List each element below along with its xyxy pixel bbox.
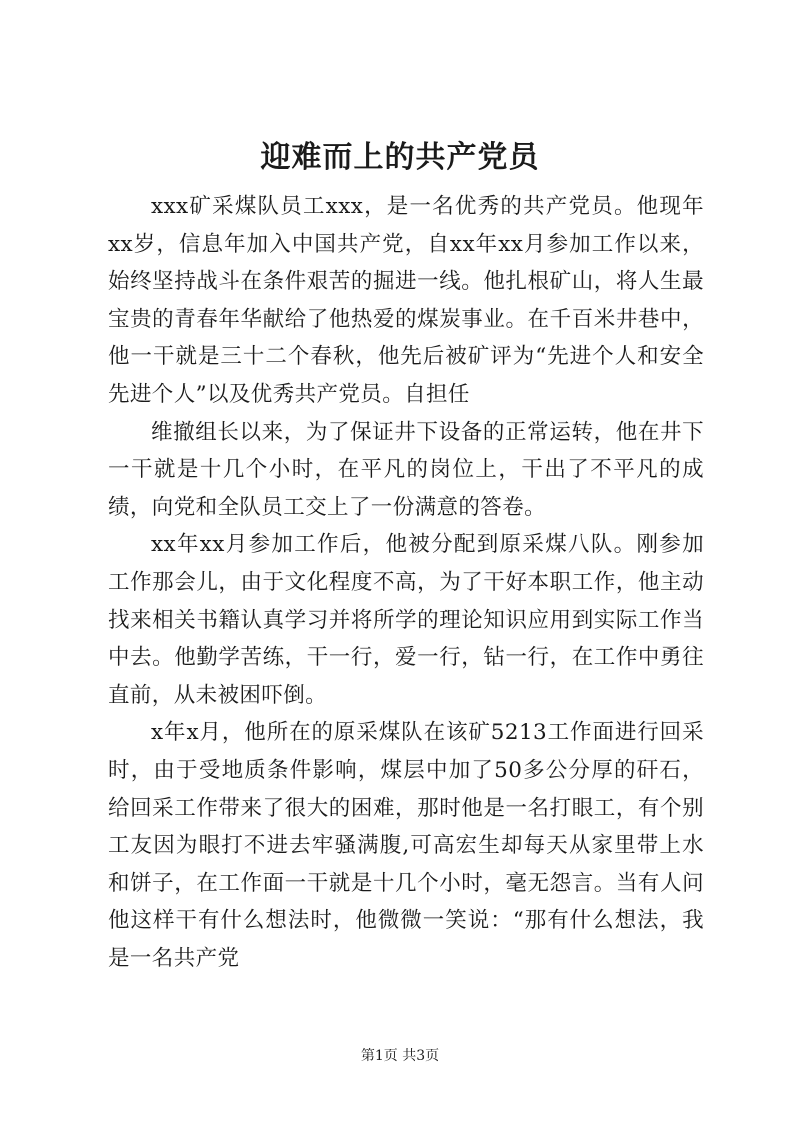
document-body bbox=[108, 188, 704, 977]
paragraph-2: 维撤组长以来，为了保证井下设备的正常运转，他在井下一干就是十几个小时，在平凡的岗位上，干出了不平凡的成绩，向党和全队员工交上了一份满意的答卷。 bbox=[108, 419, 704, 520]
paragraph-3: xx年xx月参加工作后，他被分配到原采煤八队。刚参加工作那会儿，由于文化程度不高，为了干好本职工作，他主动找来相关书籍认真学习并将所学的理论知识应用到实际工作当中去。他勤学苦练，干一行，爱一行，钻一行，在工作中勇往直前，从未被困吓倒。 bbox=[108, 532, 704, 708]
document-title: 迎难而上的共产党员 bbox=[260, 140, 540, 175]
paragraph-1: xxx矿采煤队员工xxx，是一名优秀的共产党员。他现年xx岁，信息年加入中国共产党，自xx年xx月参加工作以来，始终坚持战斗在条件艰苦的掘进一线。他扎根矿山，将人生最宝贵的青春年华献给了他热爱的煤炭事业。在千百米井巷中，他一干就是三十二个春秋，他先后被矿评为“先进个人和安全先进个人”以及优秀共产党员。自担任 bbox=[108, 194, 704, 407]
paragraph-4: x年x月，他所在的原采煤队在该矿5213工作面进行回采时，由于受地质条件影响，煤层中加了50多公分厚的矸石，给回采工作带来了很大的困难，那时他是一名打眼工，有个别工友因为眼打不进去牢骚满腹,可高宏生却每天从家里带上水和饼子，在工作面一干就是十几个小时，毫无怨言。当有人问他这样干有什么想法时，他微微一笑说：“那有什么想法，我是一名共产党 bbox=[108, 720, 704, 971]
page-footer: 第1页 共3页 bbox=[360, 1048, 440, 1064]
